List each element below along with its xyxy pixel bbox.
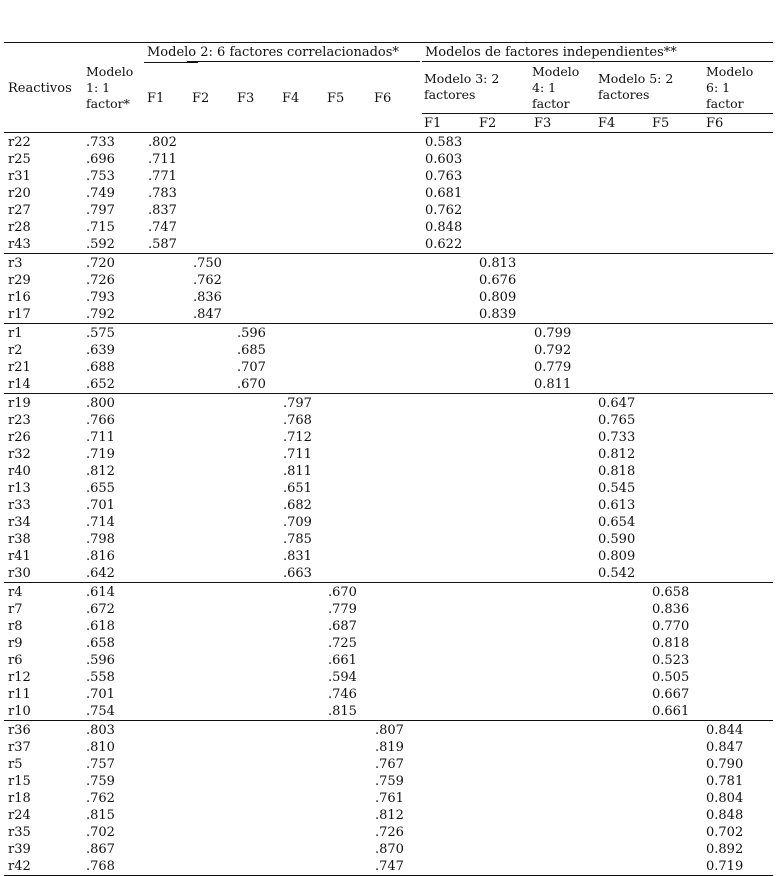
- independent-model-cell: 0.844: [706, 723, 744, 738]
- table-row: [4, 134, 773, 151]
- table-row: [4, 618, 773, 635]
- independent-model-cell: 0.848: [706, 808, 744, 823]
- ind-factor-f4: F4: [598, 116, 616, 131]
- modelo1-cell: .753: [86, 169, 115, 184]
- modelo2-cell: .670: [237, 377, 266, 392]
- item-cell: r23: [8, 413, 31, 428]
- modelo4-header: Modelo 4: 1 factor: [532, 64, 580, 111]
- independent-model-cell: 0.542: [598, 566, 636, 581]
- modelo2-cell: .725: [328, 636, 357, 651]
- item-cell: r31: [8, 169, 31, 184]
- ind-factor-f2: F2: [479, 116, 497, 131]
- modelo1-cell: .793: [86, 290, 115, 305]
- table-row: [4, 531, 773, 548]
- table-row: [4, 790, 773, 807]
- item-cell: r3: [8, 256, 23, 271]
- independent-model-cell: 0.654: [598, 515, 636, 530]
- table-row: [4, 652, 773, 669]
- modelo2-cell: .831: [283, 549, 312, 564]
- modelo2-cell: .761: [375, 791, 404, 806]
- ind-factor-f3: F3: [534, 116, 552, 131]
- independent-model-cell: 0.818: [652, 636, 690, 651]
- independent-model-cell: 0.719: [706, 859, 744, 874]
- item-cell: r15: [8, 774, 31, 789]
- modelo1-cell: .719: [86, 447, 115, 462]
- item-cell: r16: [8, 290, 31, 305]
- independent-model-cell: 0.613: [598, 498, 636, 513]
- independent-model-cell: 0.763: [425, 169, 463, 184]
- modelo2-cell: .651: [283, 481, 312, 496]
- item-cell: r27: [8, 203, 31, 218]
- m2-factor-f1: F1: [147, 91, 165, 106]
- item-cell: r10: [8, 704, 31, 719]
- table-row: [4, 272, 773, 289]
- item-cell: r25: [8, 152, 31, 167]
- table-row: [4, 514, 773, 531]
- independent-model-cell: 0.812: [598, 447, 636, 462]
- item-cell: r36: [8, 723, 31, 738]
- independent-model-cell: 0.847: [706, 740, 744, 755]
- modelo2-cell: .807: [375, 723, 404, 738]
- independent-model-cell: 0.848: [425, 220, 463, 235]
- modelo1-cell: .867: [86, 842, 115, 857]
- modelo1-cell: .757: [86, 757, 115, 772]
- modelo1-cell: .792: [86, 307, 115, 322]
- item-cell: r17: [8, 307, 31, 322]
- independent-model-cell: 0.765: [598, 413, 636, 428]
- modelo2-cell: .812: [375, 808, 404, 823]
- factor-group: [4, 323, 773, 393]
- item-cell: r38: [8, 532, 31, 547]
- modelo1-cell: .803: [86, 723, 115, 738]
- modelo2-cell: .759: [375, 774, 404, 789]
- m2-factor-f6: F6: [374, 91, 392, 106]
- modelo2-header: Modelo 2: 6 factores correlacionados*: [147, 45, 399, 60]
- table-row: [4, 858, 773, 875]
- modelo3-header: Modelo 3: 2 factores: [424, 71, 500, 102]
- factor-group: [4, 393, 773, 582]
- table-row: [4, 412, 773, 429]
- table-row: [4, 480, 773, 497]
- modelo5-header: Modelo 5: 2 factores: [598, 71, 674, 102]
- modelo1-cell: .596: [86, 653, 115, 668]
- modelo2-cell: .747: [148, 220, 177, 235]
- independent-model-cell: 0.702: [706, 825, 744, 840]
- item-cell: r32: [8, 447, 31, 462]
- table-row: [4, 395, 773, 412]
- item-cell: r30: [8, 566, 31, 581]
- independent-model-cell: 0.762: [425, 203, 463, 218]
- independent-model-cell: 0.790: [706, 757, 744, 772]
- item-cell: r4: [8, 585, 23, 600]
- independent-model-cell: 0.792: [534, 343, 572, 358]
- item-cell: r24: [8, 808, 31, 823]
- modelo1-cell: .800: [86, 396, 115, 411]
- modelo1-cell: .642: [86, 566, 115, 581]
- modelo2-cell: .767: [375, 757, 404, 772]
- item-cell: r13: [8, 481, 31, 496]
- modelo1-cell: .759: [86, 774, 115, 789]
- modelo1-cell: .688: [86, 360, 115, 375]
- modelo2-cell: .802: [148, 135, 177, 150]
- table-row: [4, 669, 773, 686]
- item-cell: r39: [8, 842, 31, 857]
- item-cell: r33: [8, 498, 31, 513]
- table-row: [4, 824, 773, 841]
- reactivos-header: Reactivos: [8, 81, 72, 96]
- item-cell: r35: [8, 825, 31, 840]
- independent-model-cell: 0.583: [425, 135, 463, 150]
- independent-model-cell: 0.603: [425, 152, 463, 167]
- modelo2-cell: .811: [283, 464, 312, 479]
- modelo1-cell: .733: [86, 135, 115, 150]
- modelo1-cell: .639: [86, 343, 115, 358]
- item-cell: r28: [8, 220, 31, 235]
- table-row: [4, 773, 773, 790]
- table-row: [4, 635, 773, 652]
- modelo2-cell: .711: [283, 447, 312, 462]
- modelo2-cell: .746: [328, 687, 357, 702]
- independent-model-cell: 0.681: [425, 186, 463, 201]
- item-cell: r2: [8, 343, 23, 358]
- m2-factor-f3: F3: [237, 91, 255, 106]
- modelo2-cell: .797: [283, 396, 312, 411]
- modelo2-cell: .587: [148, 237, 177, 252]
- modelo2-cell: .815: [328, 704, 357, 719]
- modelo2-cell: .762: [193, 273, 222, 288]
- item-cell: r40: [8, 464, 31, 479]
- item-cell: r20: [8, 186, 31, 201]
- item-cell: r7: [8, 602, 23, 617]
- modelo2-cell: .750: [193, 256, 222, 271]
- modelo1-cell: .797: [86, 203, 115, 218]
- table-row: [4, 306, 773, 323]
- modelo2-cell: .712: [283, 430, 312, 445]
- modelo1-cell: .575: [86, 326, 115, 341]
- factor-group: [4, 582, 773, 720]
- table-row: [4, 807, 773, 824]
- table-row: [4, 202, 773, 219]
- item-cell: r41: [8, 549, 31, 564]
- modelo1-cell: .558: [86, 670, 115, 685]
- modelo2-cell: .847: [193, 307, 222, 322]
- table-row: [4, 703, 773, 720]
- modelo2-cell: .707: [237, 360, 266, 375]
- independent-model-cell: 0.813: [479, 256, 517, 271]
- independent-model-cell: 0.809: [598, 549, 636, 564]
- factor-group: [4, 253, 773, 323]
- independent-model-cell: 0.818: [598, 464, 636, 479]
- modelo2-cell: .682: [283, 498, 312, 513]
- modelo2-cell: .670: [328, 585, 357, 600]
- modelo2-cell: .836: [193, 290, 222, 305]
- independent-model-cell: 0.839: [479, 307, 517, 322]
- independent-model-cell: 0.505: [652, 670, 690, 685]
- table-row: [4, 686, 773, 703]
- table-header: [4, 42, 773, 132]
- modelo2-cell: .785: [283, 532, 312, 547]
- table-row: [4, 185, 773, 202]
- independent-model-cell: 0.545: [598, 481, 636, 496]
- modelo2-cell: .771: [148, 169, 177, 184]
- independent-model-cell: 0.658: [652, 585, 690, 600]
- modelo2-rule-b: [187, 61, 420, 62]
- item-cell: r5: [8, 757, 23, 772]
- modelo6-header: Modelo 6: 1 factor: [706, 64, 754, 111]
- table-row: [4, 739, 773, 756]
- modelo2-cell: .685: [237, 343, 266, 358]
- independent-model-cell: 0.892: [706, 842, 744, 857]
- item-cell: r22: [8, 135, 31, 150]
- independent-model-cell: 0.809: [479, 290, 517, 305]
- loadings-table: [4, 42, 773, 876]
- modelo1-cell: .711: [86, 430, 115, 445]
- modelo2-cell: .779: [328, 602, 357, 617]
- modelo2-cell: .709: [283, 515, 312, 530]
- item-cell: r18: [8, 791, 31, 806]
- item-cell: r19: [8, 396, 31, 411]
- table-row: [4, 548, 773, 565]
- modelo1-cell: .701: [86, 687, 115, 702]
- independent-model-cell: 0.733: [598, 430, 636, 445]
- modelo1-cell: .762: [86, 791, 115, 806]
- item-cell: r21: [8, 360, 31, 375]
- independent-model-cell: 0.836: [652, 602, 690, 617]
- independent-model-cell: 0.676: [479, 273, 517, 288]
- modelo1-cell: .810: [86, 740, 115, 755]
- modelo1-cell: .815: [86, 808, 115, 823]
- table-row: [4, 601, 773, 618]
- m2-factor-f4: F4: [282, 91, 300, 106]
- independent-model-cell: 0.590: [598, 532, 636, 547]
- independent-model-cell: 0.779: [534, 360, 572, 375]
- modelo2-cell: .819: [375, 740, 404, 755]
- item-cell: r37: [8, 740, 31, 755]
- modelo1-cell: .768: [86, 859, 115, 874]
- item-cell: r43: [8, 237, 31, 252]
- modelo1-cell: .658: [86, 636, 115, 651]
- m2-factor-f2: F2: [192, 91, 210, 106]
- factor-group: [4, 132, 773, 253]
- independent-model-cell: 0.781: [706, 774, 744, 789]
- table-row: [4, 219, 773, 236]
- table-row: [4, 429, 773, 446]
- independent-model-cell: 0.667: [652, 687, 690, 702]
- table-row: [4, 289, 773, 306]
- modelo1-cell: .816: [86, 549, 115, 564]
- modelo2-rule-a: [144, 62, 198, 63]
- ind-factors-rule: [422, 113, 773, 114]
- table-body: [4, 132, 773, 876]
- independientes-rule: [422, 61, 773, 62]
- factor-group: [4, 720, 773, 876]
- table-row: [4, 841, 773, 858]
- modelo1-cell: .655: [86, 481, 115, 496]
- table-row: [4, 497, 773, 514]
- modelo1-cell: .720: [86, 256, 115, 271]
- modelo1-cell: .766: [86, 413, 115, 428]
- table-row: [4, 722, 773, 739]
- item-cell: r34: [8, 515, 31, 530]
- item-cell: r42: [8, 859, 31, 874]
- modelo1-cell: .714: [86, 515, 115, 530]
- item-cell: r6: [8, 653, 23, 668]
- item-cell: r1: [8, 326, 23, 341]
- independent-model-cell: 0.804: [706, 791, 744, 806]
- item-cell: r8: [8, 619, 23, 634]
- independent-model-cell: 0.799: [534, 326, 572, 341]
- item-cell: r11: [8, 687, 31, 702]
- table-row: [4, 342, 773, 359]
- table-row: [4, 255, 773, 272]
- independent-model-cell: 0.622: [425, 237, 463, 252]
- modelo1-cell: .702: [86, 825, 115, 840]
- table-row: [4, 151, 773, 168]
- m2-factor-f5: F5: [327, 91, 345, 106]
- modelo2-cell: .837: [148, 203, 177, 218]
- ind-factor-f6: F6: [706, 116, 724, 131]
- modelo2-cell: .783: [148, 186, 177, 201]
- modelo2-cell: .661: [328, 653, 357, 668]
- modelo2-cell: .594: [328, 670, 357, 685]
- modelo1-cell: .592: [86, 237, 115, 252]
- modelo1-cell: .618: [86, 619, 115, 634]
- independent-model-cell: 0.661: [652, 704, 690, 719]
- modelo1-cell: .812: [86, 464, 115, 479]
- modelo2-cell: .687: [328, 619, 357, 634]
- table-row: [4, 359, 773, 376]
- independent-model-cell: 0.647: [598, 396, 636, 411]
- modelo1-cell: .696: [86, 152, 115, 167]
- modelo2-cell: .711: [148, 152, 177, 167]
- ind-factor-f5: F5: [652, 116, 670, 131]
- item-cell: r29: [8, 273, 31, 288]
- table-row: [4, 584, 773, 601]
- modelo1-cell: .701: [86, 498, 115, 513]
- item-cell: r14: [8, 377, 31, 392]
- modelo1-cell: .726: [86, 273, 115, 288]
- table-row: [4, 565, 773, 582]
- table-row: [4, 236, 773, 253]
- modelo2-cell: .870: [375, 842, 404, 857]
- modelo1-cell: .754: [86, 704, 115, 719]
- top-rule: [4, 42, 773, 43]
- modelo1-cell: .798: [86, 532, 115, 547]
- modelo2-cell: .768: [283, 413, 312, 428]
- modelo2-cell: .663: [283, 566, 312, 581]
- table-row: [4, 376, 773, 393]
- modelo1-cell: .672: [86, 602, 115, 617]
- modelo1-cell: .749: [86, 186, 115, 201]
- modelo2-cell: .726: [375, 825, 404, 840]
- table-row: [4, 446, 773, 463]
- modelo1-header: Modelo 1: 1 factor*: [86, 64, 134, 111]
- item-cell: r26: [8, 430, 31, 445]
- independent-model-cell: 0.523: [652, 653, 690, 668]
- modelo1-cell: .715: [86, 220, 115, 235]
- modelo1-cell: .614: [86, 585, 115, 600]
- item-cell: r9: [8, 636, 23, 651]
- independent-model-cell: 0.811: [534, 377, 572, 392]
- item-cell: r12: [8, 670, 31, 685]
- modelo1-cell: .652: [86, 377, 115, 392]
- table-row: [4, 756, 773, 773]
- independent-model-cell: 0.770: [652, 619, 690, 634]
- modelo2-cell: .747: [375, 859, 404, 874]
- independientes-header: Modelos de factores independientes**: [425, 45, 677, 60]
- table-row: [4, 463, 773, 480]
- ind-factor-f1: F1: [424, 116, 442, 131]
- table-row: [4, 168, 773, 185]
- modelo2-cell: .596: [237, 326, 266, 341]
- table-row: [4, 325, 773, 342]
